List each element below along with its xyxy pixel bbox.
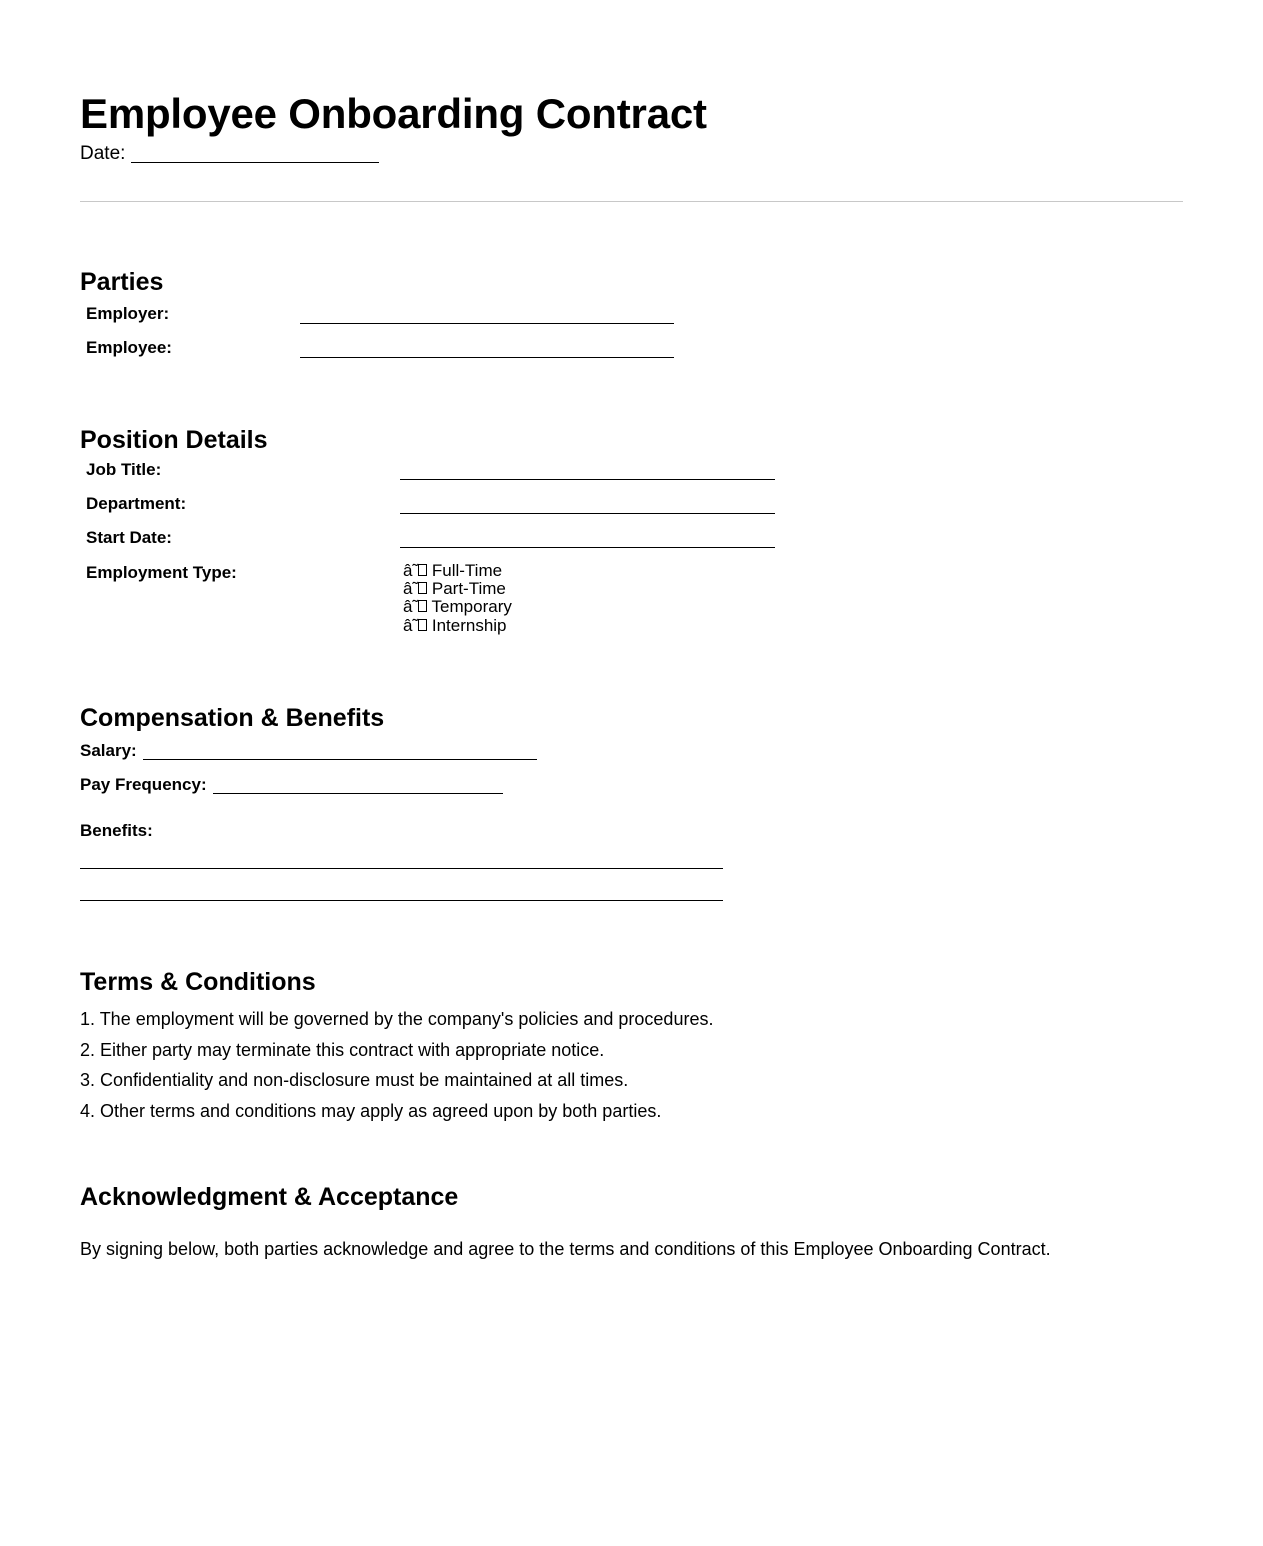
date-input-blank[interactable] xyxy=(131,162,379,163)
header-divider xyxy=(80,201,1183,202)
department-input-blank[interactable] xyxy=(400,513,775,514)
department-label: Department: xyxy=(86,494,187,513)
benefits-input-blank-line-1[interactable] xyxy=(80,868,723,869)
benefits-label-row xyxy=(80,820,153,842)
terms-list xyxy=(80,1004,1180,1126)
salary-label: Salary: xyxy=(80,741,137,760)
checkbox-unchecked-icon[interactable]: â˜ xyxy=(403,615,419,635)
section-heading-terms-conditions: Terms & Conditions xyxy=(80,967,316,996)
terms-list-item: 4. Other terms and conditions may apply as agreed upon by both parties. xyxy=(80,1100,662,1121)
terms-list-item: 2. Either party may terminate this contract with appropriate notice. xyxy=(80,1039,605,1060)
checkbox-unchecked-icon[interactable]: â˜ xyxy=(403,579,419,599)
employee-label: Employee: xyxy=(86,338,172,357)
page-title: Employee Onboarding Contract xyxy=(80,90,707,138)
date-field-row xyxy=(80,142,379,166)
pay-frequency-input-blank[interactable] xyxy=(213,793,503,794)
section-heading-acknowledgment-acceptance: Acknowledgment & Acceptance xyxy=(80,1182,459,1211)
terms-list-item: 3. Confidentiality and non-disclosure must be maintained at all times. xyxy=(80,1070,629,1090)
employment-type-option-list xyxy=(403,562,512,635)
section-heading-parties: Parties xyxy=(80,267,164,296)
start-date-input-blank[interactable] xyxy=(400,547,775,548)
checkbox-option-label: Full-Time xyxy=(431,561,503,580)
terms-list-item: 1. The employment will be governed by the company's policies and procedures. xyxy=(80,1009,714,1029)
checkbox-option-label: Part-Time xyxy=(431,579,506,599)
benefits-label: Benefits: xyxy=(80,821,153,840)
section-heading-position-details: Position Details xyxy=(80,425,268,454)
field-row-pay-frequency xyxy=(80,774,503,796)
checkbox-option-label: Temporary xyxy=(431,597,512,617)
checkbox-option-full-time[interactable] xyxy=(403,562,512,580)
employer-label: Employer: xyxy=(86,304,170,323)
benefits-input-blank-line-2[interactable] xyxy=(80,900,723,901)
pay-frequency-label: Pay Frequency: xyxy=(80,775,207,794)
missing-glyph-icon xyxy=(418,582,427,594)
job-title-label: Job Title: xyxy=(86,460,162,479)
checkbox-unchecked-icon[interactable]: â˜ xyxy=(403,561,419,580)
checkbox-option-internship[interactable] xyxy=(403,617,512,635)
missing-glyph-icon xyxy=(418,564,427,576)
section-heading-compensation-benefits: Compensation & Benefits xyxy=(80,703,385,732)
start-date-label: Start Date: xyxy=(86,528,172,547)
employment-type-label: Employment Type: xyxy=(86,563,237,582)
salary-input-blank[interactable] xyxy=(143,759,537,760)
checkbox-option-temporary[interactable] xyxy=(403,598,512,616)
acknowledgment-paragraph: By signing below, both parties acknowledge and agree to the terms and conditions of this Employee Onboarding Contract. xyxy=(80,1239,1051,1259)
checkbox-option-part-time[interactable] xyxy=(403,580,512,598)
missing-glyph-icon xyxy=(418,600,427,612)
date-label: Date: xyxy=(80,143,126,164)
missing-glyph-icon xyxy=(418,619,427,631)
employer-input-blank[interactable] xyxy=(300,323,674,324)
employee-input-blank[interactable] xyxy=(300,357,674,358)
field-row-salary xyxy=(80,740,537,762)
job-title-input-blank[interactable] xyxy=(400,479,775,480)
checkbox-unchecked-icon[interactable]: â˜ xyxy=(403,597,419,617)
checkbox-option-label: Internship xyxy=(431,615,507,635)
